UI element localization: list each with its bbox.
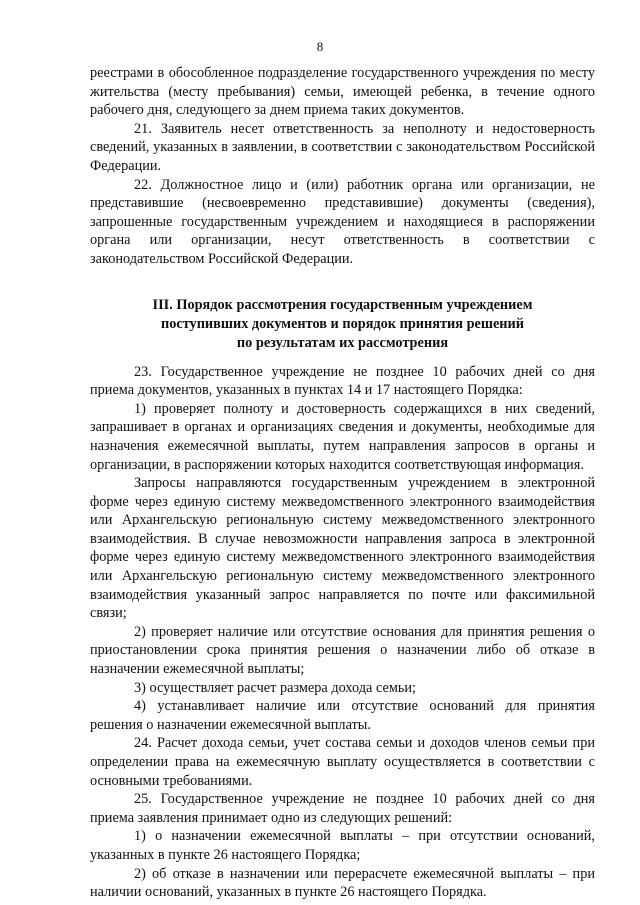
paragraph: 21. Заявитель несет ответственность за неполноту и недостоверность сведений, указанных в заявлении, в соответствии с законодательством Российской Федерации.	[90, 120, 595, 174]
section-heading-line: поступивших документов и порядок принятия решений	[160, 315, 525, 332]
paragraph: 22. Должностное лицо и (или) работник органа или организации, не представившие (несвоевременно представившие) документы (сведения), запрошенные государственным учреждением и находящиеся в распоряжении органа или организации, несут ответственность в соответствии с законодательством Российской Федерации.	[90, 176, 595, 267]
paragraph: 2) об отказе в назначении или перерасчете ежемесячной выплаты – при наличии оснований, указанных в пункте 26 настоящего Порядка.	[90, 865, 595, 901]
paragraph: 1) о назначении ежемесячной выплаты – при отсутствии оснований, указанных в пункте 26 настоящего Порядка;	[90, 828, 595, 863]
section-heading-line: по результатам их рассмотрения	[236, 334, 449, 351]
section-heading-line: III. Порядок рассмотрения государственным учреждением	[152, 296, 533, 313]
paragraph: Запросы направляются государственным учреждением в электронной форме через единую систему межведомственного электронного взаимодействия или Архангельскую региональную систему межведомственного электронного взаимодействия. В случае невозможности направления запроса в электронной форме через единую систему межведомственного электронного взаимодействия или Архангельскую региональную систему межведомственного электронного взаимодействия указанный запрос направляется по почте или факсимильной связи;	[90, 475, 595, 622]
paragraph: 4) устанавливает наличие или отсутствие оснований для принятия решения о назначении ежемесячной выплаты.	[90, 698, 595, 733]
paragraph: 1) проверяет полноту и достоверность содержащихся в них сведений, запрашивает в органах и организациях сведения и документы, необходимые для назначения ежемесячной выплаты, путем направления запросов в органы и организации, в распоряжении которых находится соответствующая информация.	[90, 400, 595, 473]
paragraph: реестрами в обособленное подразделение государственного учреждения по месту жительства (месту пребывания) семьи, имеющей ребенка, в течение одного рабочего дня, следующего за днем приема таких документов.	[90, 65, 595, 119]
paragraph: 3) осуществляет расчет размера дохода семьи;	[134, 679, 417, 696]
section-heading	[90, 296, 595, 353]
paragraph-group-bottom	[90, 363, 595, 902]
page-number: 8	[316, 39, 324, 54]
paragraph-group-top	[90, 64, 595, 269]
paragraph: 24. Расчет дохода семьи, учет состава семьи и доходов членов семьи при определении права на ежемесячную выплату осуществляется в соответствии с основными требованиями.	[90, 735, 595, 789]
paragraph: 23. Государственное учреждение не позднее 10 рабочих дней со дня приема документов, указанных в пунктах 14 и 17 настоящего Порядка:	[90, 363, 595, 399]
document-body	[90, 64, 595, 902]
paragraph: 2) проверяет наличие или отсутствие основания для принятия решения о приостановлении срока принятия решения о назначении либо об отказе в назначении ежемесячной выплаты;	[90, 623, 595, 678]
paragraph: 25. Государственное учреждение не позднее 10 рабочих дней со дня приема заявления принимает одно из следующих решений:	[90, 791, 595, 826]
